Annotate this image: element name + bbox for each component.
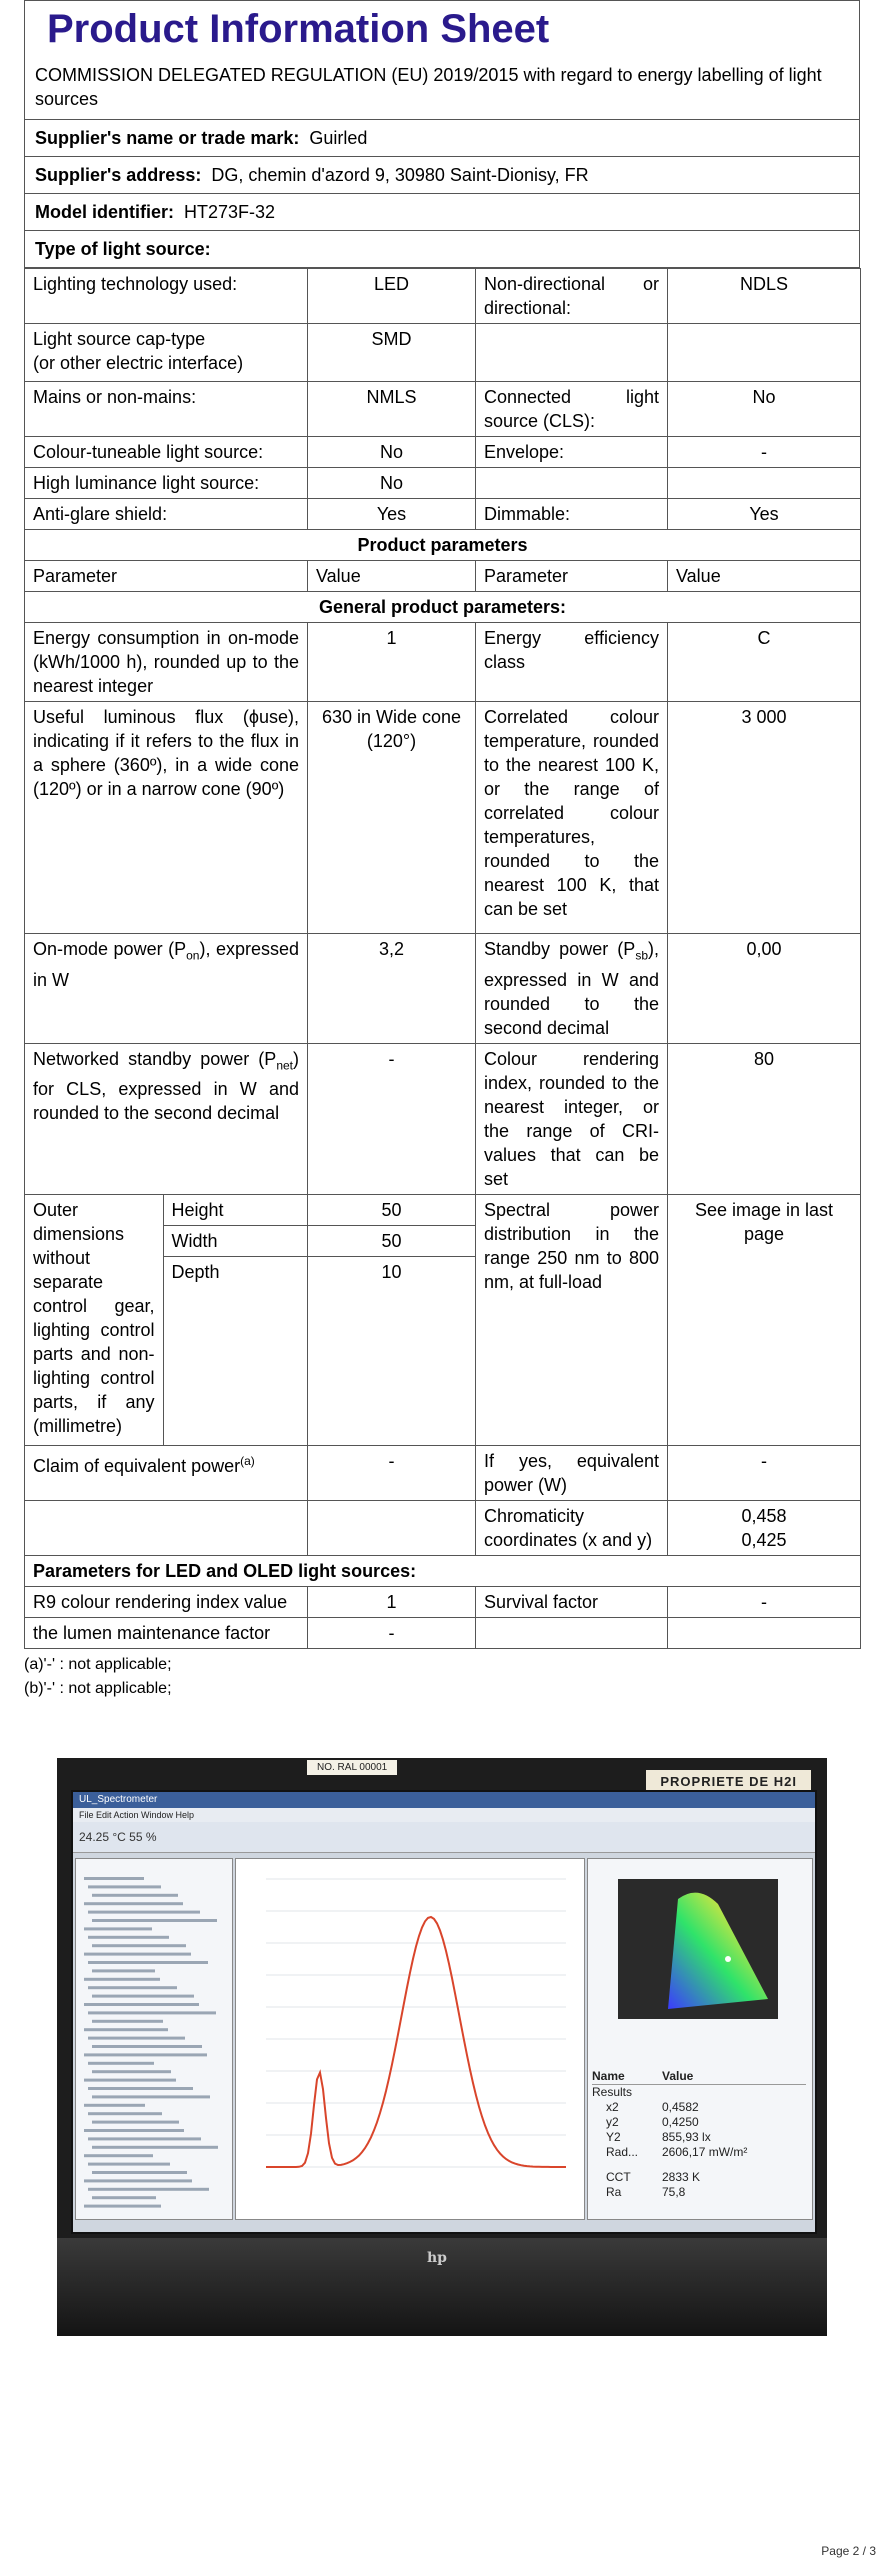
tree-line (88, 2163, 170, 2166)
chromaticity-label: Chromaticity coordinates (x and y) (476, 1500, 668, 1555)
dimensions-cell (25, 1194, 308, 1445)
tree-line (84, 2079, 176, 2082)
readout-header (592, 2069, 806, 2085)
luminous-flux-label: Useful luminous flux (ϕuse), indicating if it refers to the flux in a sphere (360º), in a wide cone (120º) or in a narrow cone (90º) (25, 702, 308, 934)
table-row (25, 1500, 861, 1555)
readout-key: Rad... (606, 2145, 639, 2159)
readout-value: 855,93 lx (662, 2130, 711, 2144)
colour-tuneable-value: No (308, 437, 476, 468)
window-title: UL_Spectrometer (73, 1792, 815, 1808)
colour-tuneable-label: Colour-tuneable light source: (25, 437, 308, 468)
dimension-height-value: 50 (308, 1195, 475, 1226)
readout-row (592, 2130, 806, 2145)
high-luminance-label: High luminance light source: (25, 468, 308, 499)
results-tree-panel (75, 1858, 233, 2220)
readout-row (592, 2170, 806, 2185)
model-identifier-row (24, 194, 860, 231)
footnotes (24, 1653, 860, 1701)
networked-standby-label-a: Networked standby power (P (33, 1048, 277, 1069)
product-information-sheet (24, 0, 860, 1701)
table-row (25, 382, 861, 437)
table-row (25, 530, 861, 561)
results-tree-lines (76, 1859, 230, 2217)
column-header-parameter: Parameter (25, 561, 308, 592)
readout-value: 0,4250 (662, 2115, 699, 2129)
table-row (25, 468, 861, 499)
lighting-technology-label: Lighting technology used: (25, 269, 308, 324)
table-row (25, 592, 861, 623)
tree-line (92, 2095, 210, 2098)
dimmable-label: Dimmable: (476, 499, 668, 530)
dimensions-values-subtable (308, 1195, 475, 1445)
cie-point-marker (725, 1956, 731, 1962)
table-row (25, 1555, 861, 1586)
cri-label: Colour rendering index, rounded to the nearest integer, or the range of CRI-values that can be set (476, 1043, 668, 1194)
tree-line (92, 1919, 217, 1922)
networked-standby-label-b: ) for CLS, expressed in W and rounded to the second decimal (33, 1048, 299, 1124)
readout-key: Y2 (606, 2130, 621, 2144)
readout-header-name: Name (592, 2069, 625, 2083)
chromaticity-panel (587, 1858, 813, 2220)
tree-line (88, 1885, 161, 1888)
standby-power-label-b: ), expressed in W and rounded to the second decimal (484, 939, 659, 1038)
empty-cell (308, 1500, 476, 1555)
general-parameters-heading: General product parameters: (25, 592, 861, 623)
supplier-name-value: Guirled (309, 128, 368, 148)
tree-line (88, 1986, 177, 1989)
connected-light-source-value: No (668, 382, 861, 437)
empty-cell (476, 468, 668, 499)
table-row (25, 702, 861, 934)
results-readout (592, 2069, 806, 2200)
table-row (25, 1445, 861, 1500)
spectrum-grid (266, 1879, 566, 2167)
spectrum-curve (266, 1917, 566, 2167)
spectral-distribution-label: Spectral power distribution in the range 250 nm to 800 nm, at full-load (476, 1194, 668, 1445)
readout-value: 0,4582 (662, 2100, 699, 2114)
dimension-depth-label: Depth (163, 1256, 308, 1445)
tree-line (88, 2011, 216, 2014)
spectral-distribution-value: See image in last page (668, 1194, 861, 1445)
light-source-type-label: Type of light source: (35, 239, 211, 259)
tree-line (92, 1894, 178, 1897)
chromaticity-value (668, 1500, 861, 1555)
tree-line (92, 2121, 179, 2124)
tree-line (92, 2070, 171, 2073)
light-source-table (24, 268, 861, 1649)
standby-power-value: 0,00 (668, 934, 861, 1044)
survival-factor-label: Survival factor (476, 1586, 668, 1617)
table-row (25, 623, 861, 702)
equivalent-power-value: - (668, 1445, 861, 1500)
anti-glare-label: Anti-glare shield: (25, 499, 308, 530)
tree-line (88, 1961, 208, 1964)
window-toolbar: 24.25 °C 55 % (73, 1822, 815, 1853)
readout-value: 75,8 (662, 2185, 686, 2199)
supplier-name-row (24, 120, 860, 157)
empty-cell (668, 324, 861, 382)
column-header-value: Value (668, 561, 861, 592)
readout-key: x2 (606, 2100, 619, 2114)
equivalent-claim-value: - (308, 1445, 476, 1500)
dimension-height-label: Height (163, 1195, 308, 1226)
tree-line (92, 2146, 218, 2149)
tree-line (92, 2196, 156, 2199)
empty-cell (476, 324, 668, 382)
energy-consumption-label: Energy consumption in on-mode (kWh/1000 h), rounded up to the nearest integer (25, 623, 308, 702)
lumen-maintenance-value: - (308, 1617, 476, 1648)
networked-standby-label-sub: net (276, 1058, 293, 1073)
empty-cell (476, 1617, 668, 1648)
r9-value: 1 (308, 1586, 476, 1617)
light-source-type-row (24, 231, 860, 268)
column-header-parameter: Parameter (476, 561, 668, 592)
product-parameters-heading: Product parameters (25, 530, 861, 561)
footnote-a: (a)'-' : not applicable; (24, 1655, 172, 1673)
spectrum-plot-panel (235, 1858, 585, 2220)
ownership-label: PROPRIETE DE H2I (646, 1770, 811, 1793)
connected-light-source-label: Connected light source (CLS): (476, 382, 668, 437)
high-luminance-value: No (308, 468, 476, 499)
on-mode-power-label-b: ), expressed in W (33, 939, 300, 990)
standby-power-label-sub: sb (635, 948, 648, 963)
table-row (25, 499, 861, 530)
cri-value: 80 (668, 1043, 861, 1194)
tree-line (88, 2037, 185, 2040)
supplier-name-label: Supplier's name or trade mark: (35, 128, 300, 148)
envelope-label: Envelope: (476, 437, 668, 468)
model-identifier-label: Model identifier: (35, 202, 174, 222)
readout-key: Ra (606, 2185, 622, 2199)
table-row (25, 1586, 861, 1617)
dimension-width-value: 50 (308, 1225, 475, 1256)
dimensions-subtable (25, 1195, 308, 1445)
spectrum-plot (236, 1859, 582, 2217)
empty-cell (668, 1617, 861, 1648)
cap-type-label-line1: Light source cap-type (33, 329, 206, 349)
energy-efficiency-class-label: Energy efficiency class (476, 623, 668, 702)
supplier-address-label: Supplier's address: (35, 165, 202, 185)
table-row (25, 1043, 861, 1194)
table-row (25, 561, 861, 592)
standby-power-label-a: Standby power (P (484, 939, 636, 959)
readout-group: Results (592, 2085, 633, 2099)
window-menu: File Edit Action Window Help (73, 1808, 815, 1822)
brand-logo: hp (427, 2250, 447, 2266)
tree-line (92, 2171, 187, 2174)
equivalent-power-label: If yes, equivalent power (W) (476, 1445, 668, 1500)
readout-value: 2833 K (662, 2170, 701, 2184)
model-identifier-value: HT273F-32 (184, 202, 276, 222)
empty-cell (668, 468, 861, 499)
cct-value: 3 000 (668, 702, 861, 934)
table-row (25, 1617, 861, 1648)
tree-line (84, 2104, 145, 2107)
tree-line (88, 2137, 201, 2140)
on-mode-power-label-a: On-mode power (P (33, 939, 187, 959)
dimension-width-label: Width (163, 1225, 308, 1256)
supplier-address-row (24, 157, 860, 194)
energy-efficiency-class-value: C (668, 623, 861, 702)
cct-label: Correlated colour temperature, rounded to the nearest 100 K, or the range of correlated colour temperatures, rounded to the nearest 100 K, that can be set (476, 702, 668, 934)
tree-line (84, 1953, 191, 1956)
chromaticity-x: 0,458 (741, 1505, 787, 1526)
empty-cell (25, 1500, 308, 1555)
dimensions-values-cell (308, 1194, 476, 1445)
directional-value: NDLS (668, 269, 861, 324)
readout-rows (592, 2100, 806, 2200)
tree-line (84, 1927, 152, 1930)
standby-power-label (476, 934, 668, 1044)
header-box (24, 0, 860, 120)
table-row (25, 1194, 861, 1445)
tree-line (84, 2129, 184, 2132)
dimension-width-value-row (308, 1225, 475, 1256)
tree-line (84, 2053, 207, 2056)
column-header-value: Value (308, 561, 476, 592)
table-row (25, 269, 861, 324)
regulation-subtitle: COMMISSION DELEGATED REGULATION (EU) 2019/2015 with regard to energy labelling of light sources (35, 65, 822, 109)
footnote-b: (b)'-' : not applicable; (24, 1679, 172, 1697)
equivalent-claim-footnote-marker: (a) (240, 1453, 255, 1468)
on-mode-power-label-sub: on (186, 948, 200, 963)
tree-line (88, 1936, 169, 1939)
mains-label: Mains or non-mains: (25, 382, 308, 437)
lumen-maintenance-label: the lumen maintenance factor (25, 1617, 308, 1648)
lighting-technology-value: LED (308, 269, 476, 324)
energy-consumption-value: 1 (308, 623, 476, 702)
device-tag: NO. RAL 00001 (307, 1760, 397, 1775)
cap-type-label (25, 324, 308, 382)
r9-label: R9 colour rendering index value (25, 1586, 308, 1617)
laptop-screen (71, 1790, 817, 2234)
readout-key: CCT (606, 2170, 631, 2184)
luminous-flux-value: 630 in Wide cone (120°) (308, 702, 476, 934)
anti-glare-value: Yes (308, 499, 476, 530)
tree-line (92, 2045, 202, 2048)
readout-row (592, 2185, 806, 2200)
dimension-height-value-row (308, 1195, 475, 1226)
tree-line (84, 2028, 168, 2031)
table-row (25, 324, 861, 382)
page-number: Page 2 / 3 (821, 2544, 876, 2558)
on-mode-power-value: 3,2 (308, 934, 476, 1044)
cap-type-label-line2: (or other electric interface) (33, 353, 244, 373)
tree-line (84, 2003, 199, 2006)
readout-row (592, 2100, 806, 2115)
readout-key: y2 (606, 2115, 619, 2129)
spectrum-measurement-photo (57, 1758, 827, 2336)
tree-line (84, 2179, 192, 2182)
led-parameters-heading: Parameters for LED and OLED light sources: (25, 1555, 861, 1586)
dimension-depth-value: 10 (381, 1261, 402, 1282)
tree-line (88, 2112, 162, 2115)
dimension-height-row (25, 1195, 308, 1226)
page-title: Product Information Sheet (47, 7, 550, 51)
readout-row (592, 2115, 806, 2130)
dimensions-label: Outer dimensions without separate control gear, lighting control parts and non-lighting control parts, if any (millimetre) (25, 1195, 163, 1445)
tree-line (88, 2087, 193, 2090)
mains-value: NMLS (308, 382, 476, 437)
cap-type-value: SMD (308, 324, 476, 382)
tree-line (84, 1978, 160, 1981)
dimmable-value: Yes (668, 499, 861, 530)
readout-value: 2606,17 mW/m² (662, 2145, 748, 2159)
tree-line (92, 1969, 155, 1972)
tree-line (88, 2062, 154, 2065)
tree-line (88, 1911, 200, 1914)
on-mode-power-label (25, 934, 308, 1044)
supplier-address-value: DG, chemin d'azord 9, 30980 Saint-Dionisy, FR (211, 165, 589, 185)
laptop-body (57, 2238, 827, 2336)
chromaticity-y: 0,425 (741, 1529, 787, 1550)
tree-line (92, 2020, 163, 2023)
tree-line (84, 1877, 144, 1880)
equivalent-claim-label-text: Claim of equivalent power (33, 1455, 241, 1476)
cie-diagram (588, 1859, 810, 2039)
dimension-depth-value-row (308, 1256, 475, 1445)
tree-line (92, 1944, 186, 1947)
readout-row (592, 2145, 806, 2160)
tree-line (92, 1995, 194, 1998)
networked-standby-label (25, 1043, 308, 1194)
tree-line (84, 2205, 161, 2208)
networked-standby-value: - (308, 1043, 476, 1194)
envelope-value: - (668, 437, 861, 468)
table-row (25, 437, 861, 468)
tree-line (88, 2188, 209, 2191)
equivalent-claim-label (25, 1445, 308, 1500)
tree-line (84, 1902, 183, 1905)
table-row (25, 934, 861, 1044)
survival-factor-value: - (668, 1586, 861, 1617)
directional-label: Non-directional or directional: (476, 269, 668, 324)
tree-line (84, 2154, 153, 2157)
readout-header-value: Value (662, 2069, 694, 2083)
